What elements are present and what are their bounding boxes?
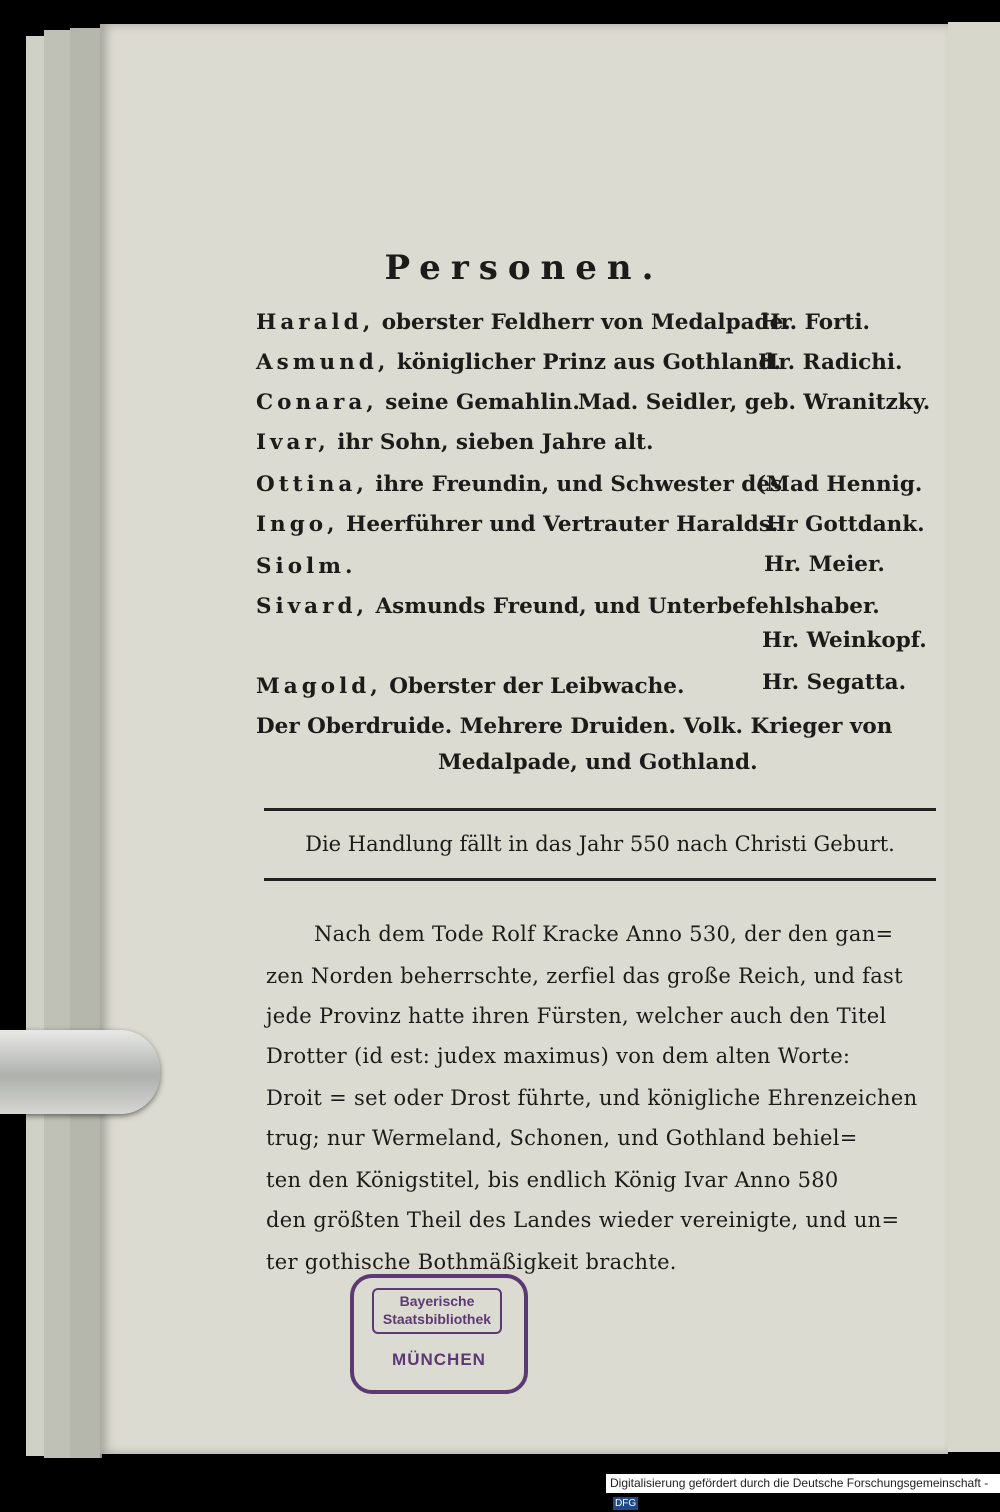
stamp-text: Bayerische	[399, 1293, 475, 1309]
cast-extras: Der Oberdruide. Mehrere Druiden. Volk. Krieger von	[256, 714, 893, 739]
cast-actor: Hr Gottdank.	[766, 512, 925, 537]
cast-entry: Harald, oberster Feldherr von Medalpade.	[256, 310, 791, 335]
cast-entry: Ottina, ihre Freundin, und Schwester des	[256, 472, 783, 497]
paragraph-line: zen Norden beherrschte, zerfiel das große Reich, und fast	[266, 964, 903, 988]
page-edge-right	[948, 22, 1000, 1452]
digitization-footer	[606, 1474, 1000, 1509]
footer-text: Digitalisierung gefördert durch die Deutsche Forschungsgemeinschaft -	[610, 1476, 989, 1490]
cast-actor: Hr. Meier.	[764, 552, 885, 577]
cast-actor: Hr. Radichi.	[758, 350, 903, 375]
cast-actor: Hr. Weinkopf.	[762, 628, 927, 653]
page-edge-left	[70, 28, 100, 1458]
cast-actor: Hr. Segatta.	[762, 670, 907, 695]
paragraph-line: Nach dem Tode Rolf Kracke Anno 530, der den gan=	[314, 922, 894, 946]
dfg-logo: DFG	[615, 1498, 637, 1509]
cast-actor: (Mad Hennig.	[756, 472, 923, 497]
cast-entry: Conara, seine Gemahlin.	[256, 390, 580, 415]
cast-actor: Mad. Seidler, geb. Wranitzky.	[578, 390, 931, 415]
stamp-frame	[372, 1288, 502, 1334]
paragraph-line: jede Provinz hatte ihren Fürsten, welcher auch den Titel	[266, 1004, 887, 1028]
divider	[264, 878, 936, 881]
cast-entry: Magold, Oberster der Leibwache.	[256, 674, 685, 699]
stamp-text: Staatsbibliothek	[382, 1311, 492, 1327]
paragraph-line: den größten Theil des Landes wieder vereinigte, und un=	[266, 1208, 900, 1232]
library-stamp	[350, 1274, 528, 1394]
cast-entry: Ingo, Heerführer und Vertrauter Haralds.	[256, 512, 779, 537]
cast-actor: Hr. Forti.	[760, 310, 870, 335]
page-heading: Personen.	[384, 248, 664, 288]
divider	[264, 808, 936, 811]
book-page	[100, 24, 948, 1454]
cast-entry: Asmund, königlicher Prinz aus Gothland.	[256, 350, 782, 375]
paragraph-line: Droit = set oder Drost führte, und königliche Ehrenzeichen	[266, 1086, 918, 1110]
paragraph-line: trug; nur Wermeland, Schonen, und Gothland behiel=	[266, 1126, 858, 1150]
cast-entry: Sivard, Asmunds Freund, und Unterbefehlshaber.	[256, 594, 880, 619]
paragraph-line: ter gothische Bothmäßigkeit brachte.	[266, 1250, 677, 1274]
setting-note: Die Handlung fällt in das Jahr 550 nach Christi Geburt.	[305, 832, 895, 856]
cast-entry: Ivar, ihr Sohn, sieben Jahre alt.	[256, 430, 654, 455]
cast-extras: Medalpade, und Gothland.	[438, 750, 758, 775]
page-clip	[0, 1030, 160, 1114]
stamp-text: MÜNCHEN	[392, 1350, 486, 1369]
paragraph-line: ten den Königstitel, bis endlich König Ivar Anno 580	[266, 1168, 839, 1192]
paragraph-line: Drotter (id est: judex maximus) von dem alten Worte:	[266, 1044, 851, 1068]
cast-entry: Siolm.	[256, 554, 357, 579]
